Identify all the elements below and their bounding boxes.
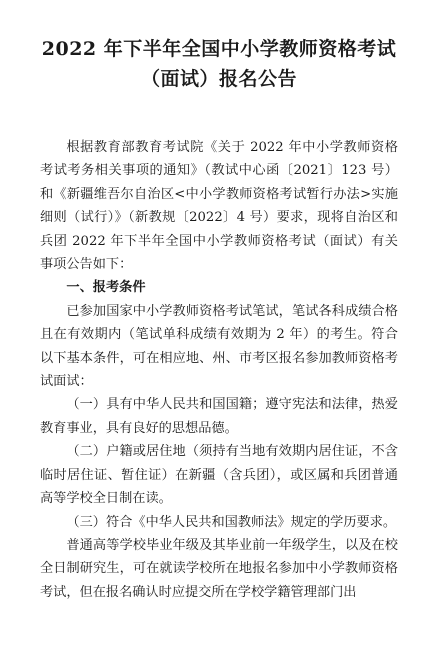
title-line-2: （面试）报名公告 [140,68,297,90]
condition-2-paragraph: （二）户籍或居住地（须持有当地有效期内居住证，不含临时居住证、暂住证）在新疆（含兵团），或区属和兵团普通高等学校全日制在读。 [40,444,398,507]
title-line-1: 2022 年下半年全国中小学教师资格考试 [41,38,397,60]
eligibility-paragraph: 已参加国家中小学教师资格考试笔试，笔试各科成绩合格且在有效期内（笔试单科成绩有效期为 2 年）的考生。符合以下基本条件，可在相应地、州、市考区报名参加教师资格考试面试： [40,303,398,390]
document-body [40,136,398,604]
document-title [40,34,398,94]
intro-paragraph: 根据教育部教育考试院《关于 2022 年中小学教师资格考试考务相关事项的通知》（教试中心函〔2021〕123 号）和《新疆维吾尔自治区<中小学教师资格考试暂行办法>实施细则（试行）》（新教规〔2022〕4 号）要求，现将自治区和兵团 2022 年下半年全国中小学教师资格考试（面试）有关事项公告如下： [40,140,398,273]
condition-3-paragraph: （三）符合《中华人民共和国教师法》规定的学历要求。 [66,514,397,530]
condition-1-paragraph: （一）具有中华人民共和国国籍；遵守宪法和法律，热爱教育事业，具有良好的思想品德。 [40,397,398,436]
student-paragraph: 普通高等学校毕业年级及其毕业前一年级学生，以及在校全日制研究生，可在就读学校所在地报名参加中小学教师资格考试，但在报名确认时应提交所在学校学籍管理部门出 [40,537,398,600]
section-heading-eligibility: 一、报考条件 [66,280,146,296]
